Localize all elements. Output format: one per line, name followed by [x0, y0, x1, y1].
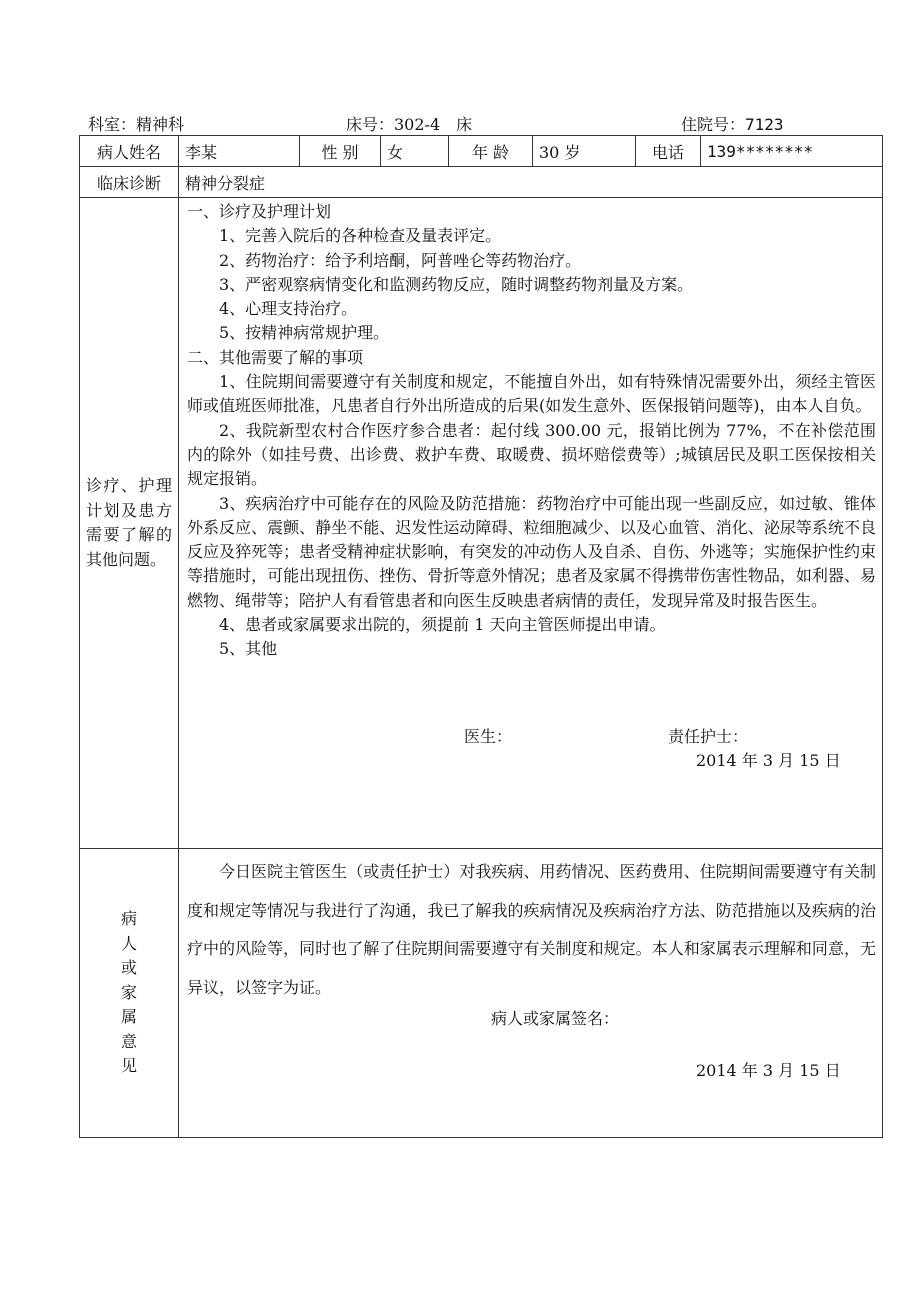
sex-value: 女	[381, 136, 449, 167]
notice-item: 5、其他	[219, 639, 278, 659]
age-value: 30 岁	[533, 136, 636, 167]
opinion-label-char: 家	[120, 982, 137, 1002]
plan-item: 2、药物治疗：给予利培酮，阿普唑仑等药物治疗。	[219, 250, 582, 270]
opinion-date: 2014 年 3 月 15 日	[696, 1061, 841, 1080]
plan-item: 1、完善入院后的各种检查及量表评定。	[219, 226, 502, 246]
notice-item: 4、患者或家属要求出院的，须提前 1 天向主管医师提出申请。	[219, 615, 666, 635]
plan-item: 5、按精神病常规护理。	[219, 323, 390, 343]
phone-value: 139********	[701, 136, 883, 167]
plan-row	[80, 198, 883, 849]
opinion-label	[80, 849, 179, 1138]
patient-name-label: 病人姓名	[80, 136, 179, 167]
family-signature-label: 病人或家属签名：	[491, 1009, 620, 1028]
nurse-signature-label: 责任护士：	[668, 726, 749, 746]
age-label: 年 龄	[449, 136, 533, 167]
consent-form-table	[79, 135, 883, 1138]
notice-item: 2、我院新型农村合作医疗参合患者：起付线 300.00 元，报销比例为 77%，不在补偿范围内的除外（如挂号费、出诊费、救护车费、取暖费、损坏赔偿费等）;城镇居民及职工医保按相关规定报销。	[187, 420, 876, 489]
plan-date: 2014 年 3 月 15 日	[696, 750, 841, 770]
opinion-label-char: 意	[120, 1031, 137, 1051]
sex-label: 性 别	[300, 136, 381, 167]
opinion-label-char: 或	[120, 958, 137, 978]
opinion-row	[80, 849, 883, 1138]
plan-signature-area	[187, 662, 876, 780]
admission-number-label: 住院号：7123	[681, 115, 784, 134]
opinion-label-char: 属	[120, 1007, 137, 1027]
opinion-label-char: 病	[120, 909, 137, 929]
department-label: 科室：精神科	[88, 115, 185, 134]
diagnosis-row	[80, 167, 883, 198]
phone-label: 电话	[636, 136, 701, 167]
plan-item: 4、心理支持治疗。	[219, 299, 358, 319]
bed-number-label: 床号：302-4 床	[346, 115, 473, 134]
notice-item: 3、疾病治疗中可能存在的风险及防范措施：药物治疗中可能出现一些副反应，如过敏、锥体外系反应、震颤、静坐不能、迟发性运动障碍、粒细胞减少、以及心血管、消化、泌尿等系统不良反应及猝死等；患者受精神症状影响，有突发的冲动伤人及自杀、自伤、外逃等；实施保护性约束等措施时，可能出现扭伤、挫伤、骨折等意外情况；患者及家属不得携带伤害性物品，如利器、易燃物、绳带等；陪护人有看管患者和向医生反映患者病情的责任，发现异常及时报告医生。	[187, 493, 876, 610]
patient-name-value: 李某	[179, 136, 300, 167]
opinion-content	[179, 849, 883, 1138]
plan-content	[179, 198, 883, 849]
form-header	[88, 112, 868, 134]
diagnosis-label: 临床诊断	[80, 167, 179, 198]
plan-label: 诊疗、护理计划及患方需要了解的其他问题。	[80, 198, 179, 849]
doctor-signature-label: 医生：	[464, 726, 513, 746]
section2-title: 二、其他需要了解的事项	[187, 347, 364, 367]
opinion-label-char: 人	[120, 933, 137, 953]
section1-title: 一、诊疗及护理计划	[187, 202, 332, 221]
opinion-label-char: 见	[120, 1056, 137, 1076]
patient-info-row	[80, 136, 883, 167]
plan-item: 3、严密观察病情变化和监测药物反应，随时调整药物剂量及方案。	[219, 274, 694, 294]
notice-item: 1、住院期间需要遵守有关制度和规定，不能擅自外出，如有特殊情况需要外出，须经主管医师或值班医师批准，凡患者自行外出所造成的后果(如发生意外、医保报销问题等)，由本人自负。	[187, 372, 876, 416]
diagnosis-value: 精神分裂症	[179, 167, 883, 198]
opinion-text: 今日医院主管医生（或责任护士）对我疾病、用药情况、医药费用、住院期间需要遵守有关制度和规定等情况与我进行了沟通，我已了解我的疾病情况及疾病治疗方法、防范措施以及疾病的治疗中的风险等，同时也了解了住院期间需要遵守有关制度和规定。本人和家属表示理解和同意，无异议，以签字为证。	[187, 862, 876, 997]
opinion-signature-area	[187, 1007, 876, 1137]
